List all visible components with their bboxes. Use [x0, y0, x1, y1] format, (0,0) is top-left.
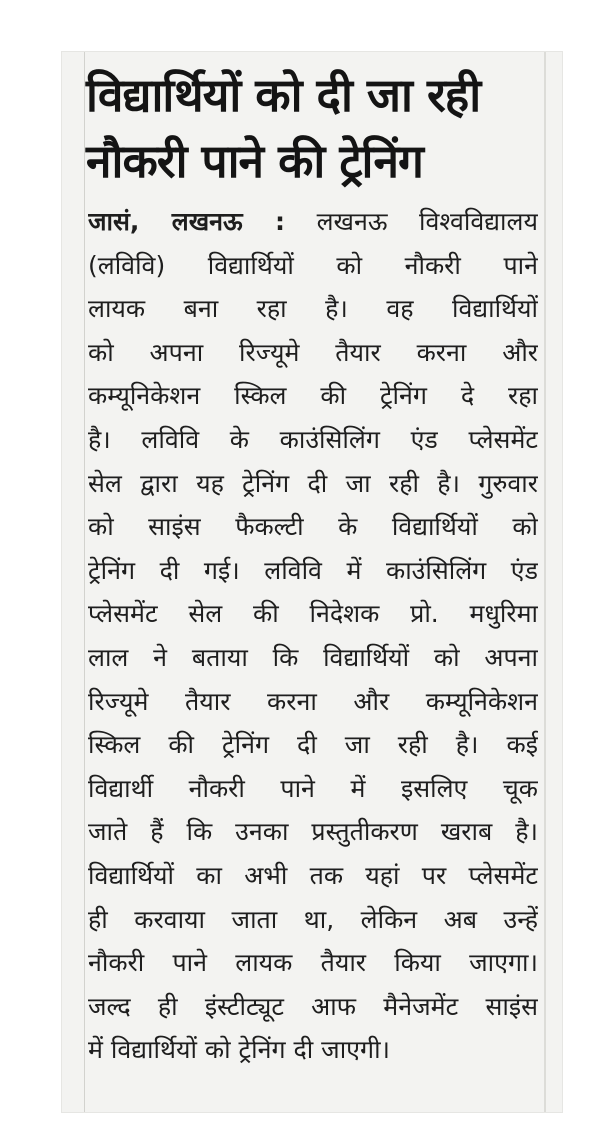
- article-line-13: स्किल की ट्रेनिंग दी जा रही है। कई: [88, 730, 538, 760]
- newspaper-clipping: [62, 52, 562, 1112]
- article-line-17: ही करवाया जाता था, लेकिन अब उन्हें: [88, 904, 538, 934]
- article-line-8: को साइंस फैकल्टी के विद्यार्थियों को: [88, 512, 538, 542]
- article-body: [88, 200, 538, 1072]
- clipping-edge: [84, 52, 85, 1112]
- article-line-1-text: लखनऊ विश्वविद्यालय: [316, 207, 538, 236]
- article-line-3: लायक बना रहा है। वह विद्यार्थियों: [88, 294, 538, 324]
- article-line-11: लाल ने बताया कि विद्यार्थियों को अपना: [88, 642, 538, 672]
- headline: [86, 62, 526, 194]
- article-line-7: सेल द्वारा यह ट्रेनिंग दी जा रही है। गुरुवार: [88, 468, 538, 498]
- article-line-6: है। लविवि के काउंसिलिंग एंड प्लेसमेंट: [88, 424, 538, 454]
- article-line-1: [88, 200, 538, 244]
- article-line-4: को अपना रिज्यूमे तैयार करना और: [88, 337, 538, 367]
- article-line-16: विद्यार्थियों का अभी तक यहां पर प्लेसमेंट: [88, 860, 538, 890]
- article-line-2: (लविवि) विद्यार्थियों को नौकरी पाने: [88, 250, 538, 280]
- article-line-20: में विद्यार्थियों को ट्रेनिंग दी जाएगी।: [88, 1035, 391, 1065]
- article-line-12: रिज्यूमे तैयार करना और कम्यूनिकेशन: [88, 686, 538, 716]
- article-line-19: जल्द ही इंस्टीट्यूट आफ मैनेजमेंट साइंस: [88, 991, 538, 1021]
- article-line-18: नौकरी पाने लायक तैयार किया जाएगा।: [88, 948, 538, 978]
- dateline: जासं, लखनऊ :: [88, 207, 285, 236]
- article-line-15: जाते हैं कि उनका प्रस्तुतीकरण खराब है।: [88, 817, 538, 847]
- article-line-14: विद्यार्थी नौकरी पाने में इसलिए चूक: [88, 773, 538, 803]
- headline-line-2: नौकरी पाने की ट्रेनिंग: [86, 134, 423, 188]
- headline-line-1: विद्यार्थियों को दी जा रही: [86, 68, 481, 122]
- article-line-10: प्लेसमेंट सेल की निदेशक प्रो. मधुरिमा: [88, 599, 538, 629]
- article-line-9: ट्रेनिंग दी गई। लविवि में काउंसिलिंग एंड: [88, 555, 538, 585]
- clipping-fold: [544, 52, 546, 1112]
- article-line-5: कम्यूनिकेशन स्किल की ट्रेनिंग दे रहा: [88, 381, 538, 411]
